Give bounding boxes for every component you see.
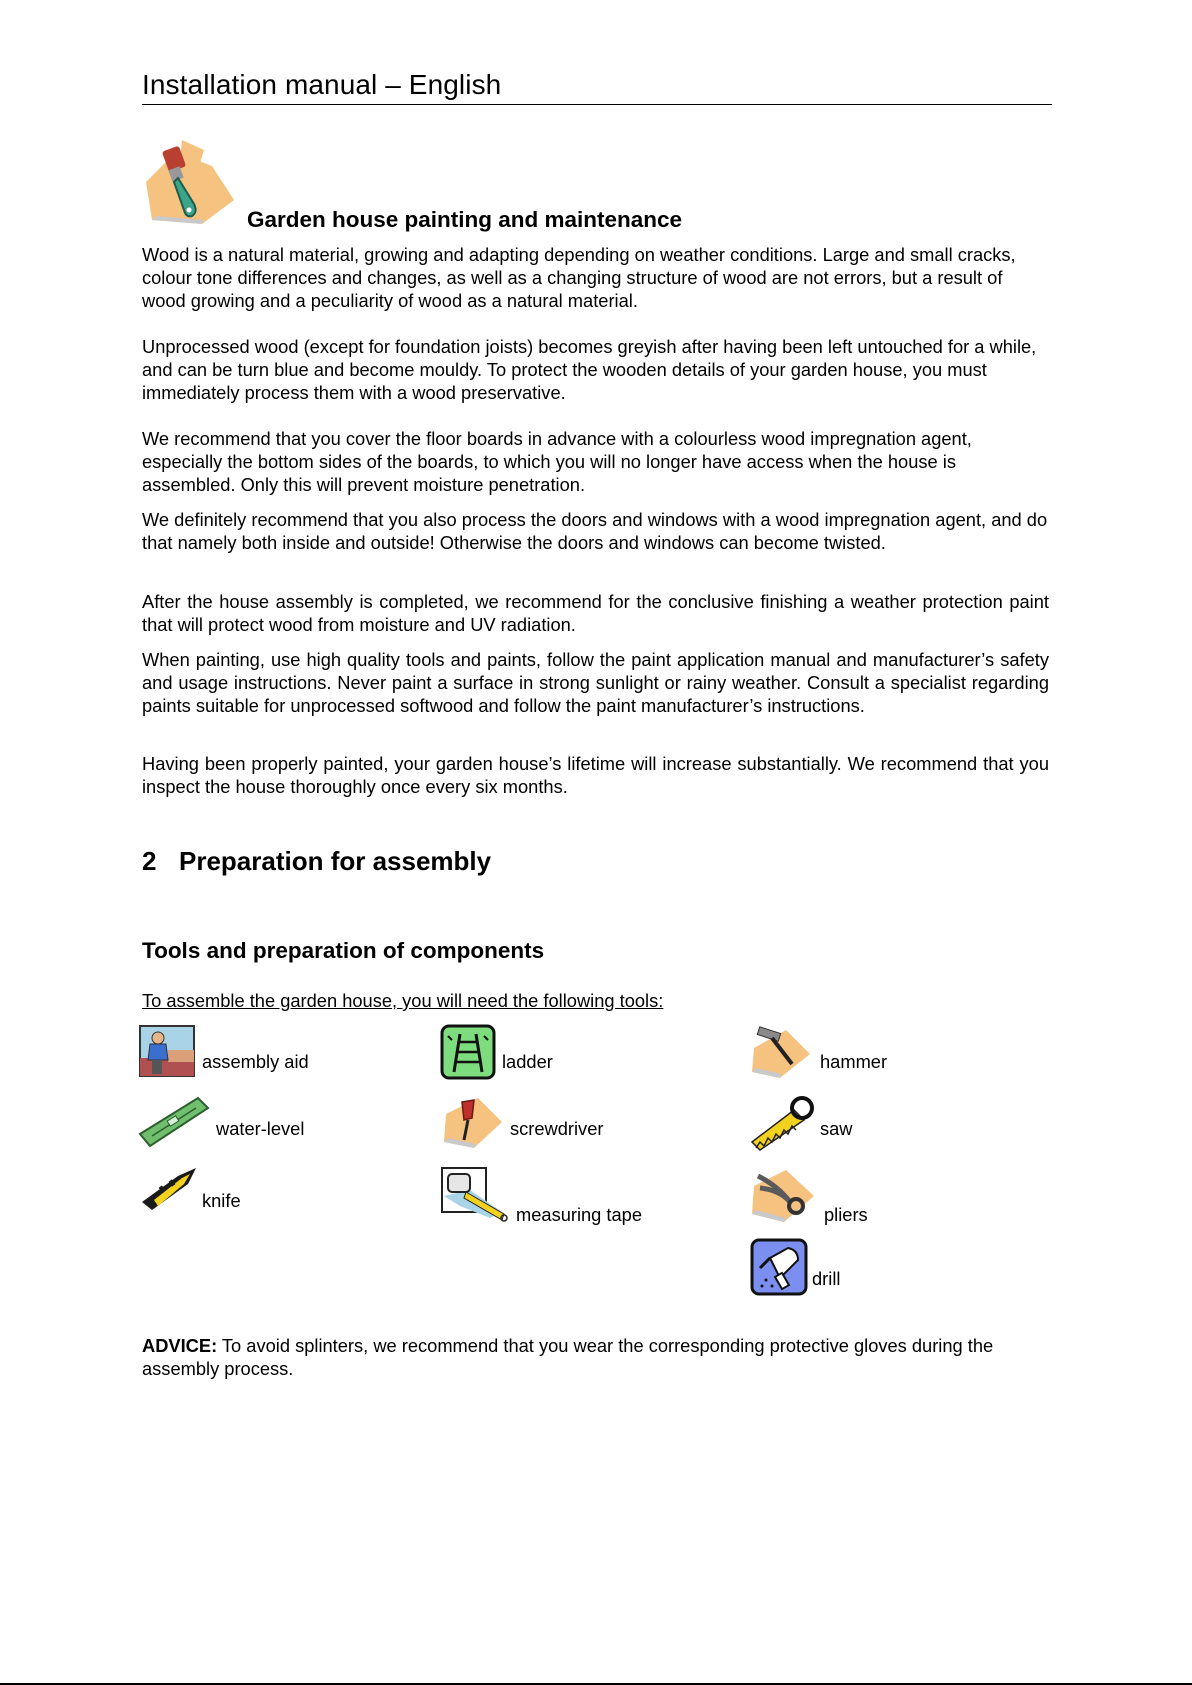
chapter-title: Preparation for assembly xyxy=(179,846,492,876)
drill-icon xyxy=(750,1238,808,1296)
footer-line xyxy=(0,1683,1192,1685)
screwdriver-icon xyxy=(440,1096,504,1152)
paragraph-4: We definitely recommend that you also process the doors and windows with a wood impregnation agent, and do that namely both inside and outside! Otherwise the doors and windows can become twisted. xyxy=(142,509,1048,553)
section-heading xyxy=(142,140,1052,232)
tool-label: pliers xyxy=(824,1204,868,1225)
tools-intro: To assemble the garden house, you will need the following tools: xyxy=(142,990,664,1011)
paragraph-3: We recommend that you cover the floor boards in advance with a colourless wood impregnation agent, especially the bottom sides of the boards, to which you will no longer have access when the house is assembled. Only this will prevent moisture penetration. xyxy=(142,428,972,495)
paragraph-6: When painting, use high quality tools and paints, follow the paint application manual and manufacturer’s safety and usage instructions. Never paint a surface in strong sunlight or rainy weather. Consult a specialist regarding paints suitable for unprocessed softwood and follow the paint manufacturer’s instructions. xyxy=(142,649,1049,716)
document-page xyxy=(142,0,1052,1685)
tool-label: screwdriver xyxy=(510,1118,604,1139)
assembly-aid-icon xyxy=(138,1024,196,1078)
tools-heading: Tools and preparation of components xyxy=(142,938,545,963)
paragraph-5: After the house assembly is completed, we recommend for the conclusive finishing a weather protection paint that will protect wood from moisture and UV radiation. xyxy=(142,591,1049,635)
measuring-tape-icon xyxy=(440,1166,510,1224)
advice-text: To avoid splinters, we recommend that you wear the corresponding protective gloves during the assembly process. xyxy=(142,1335,994,1379)
tool-label: saw xyxy=(820,1118,853,1139)
advice-note xyxy=(142,1334,1049,1380)
tool-label: ladder xyxy=(502,1051,553,1072)
pliers-icon xyxy=(750,1166,820,1224)
section-title: Garden house painting and maintenance xyxy=(247,207,683,232)
paint-brush-icon xyxy=(142,140,242,226)
tool-label: knife xyxy=(202,1190,241,1211)
ladder-icon xyxy=(440,1024,496,1080)
tool-label: water-level xyxy=(216,1118,305,1139)
chapter-heading xyxy=(142,845,491,877)
chapter-number: 2 xyxy=(142,846,157,876)
tool-label: hammer xyxy=(820,1051,888,1072)
saw-icon xyxy=(750,1096,814,1154)
advice-label: ADVICE: xyxy=(142,1335,218,1356)
paragraph-2: Unprocessed wood (except for foundation joists) becomes greyish after having been left untouched for a while, and can be turn blue and become mouldy. To protect the wooden details of your garden house, you must immediately process them with a wood preservative. xyxy=(142,336,1037,403)
tool-label: drill xyxy=(812,1268,841,1289)
tool-label: assembly aid xyxy=(202,1051,309,1072)
water-level-icon xyxy=(138,1096,210,1150)
hammer-icon xyxy=(750,1024,812,1082)
knife-icon xyxy=(138,1166,198,1212)
page-header xyxy=(142,68,1052,105)
paragraph-1: Wood is a natural material, growing and adapting depending on weather conditions. Large and small cracks, colour tone differences and changes, as well as a changing structure of wood are not errors, but a result of wood growing and a peculiarity of wood as a natural material. xyxy=(142,244,1016,311)
paragraph-7: Having been properly painted, your garden house’s lifetime will increase substantially. We recommend that you inspect the house thoroughly once every six months. xyxy=(142,753,1049,797)
header-title: Installation manual – English xyxy=(142,69,502,100)
tool-label: measuring tape xyxy=(516,1204,643,1225)
